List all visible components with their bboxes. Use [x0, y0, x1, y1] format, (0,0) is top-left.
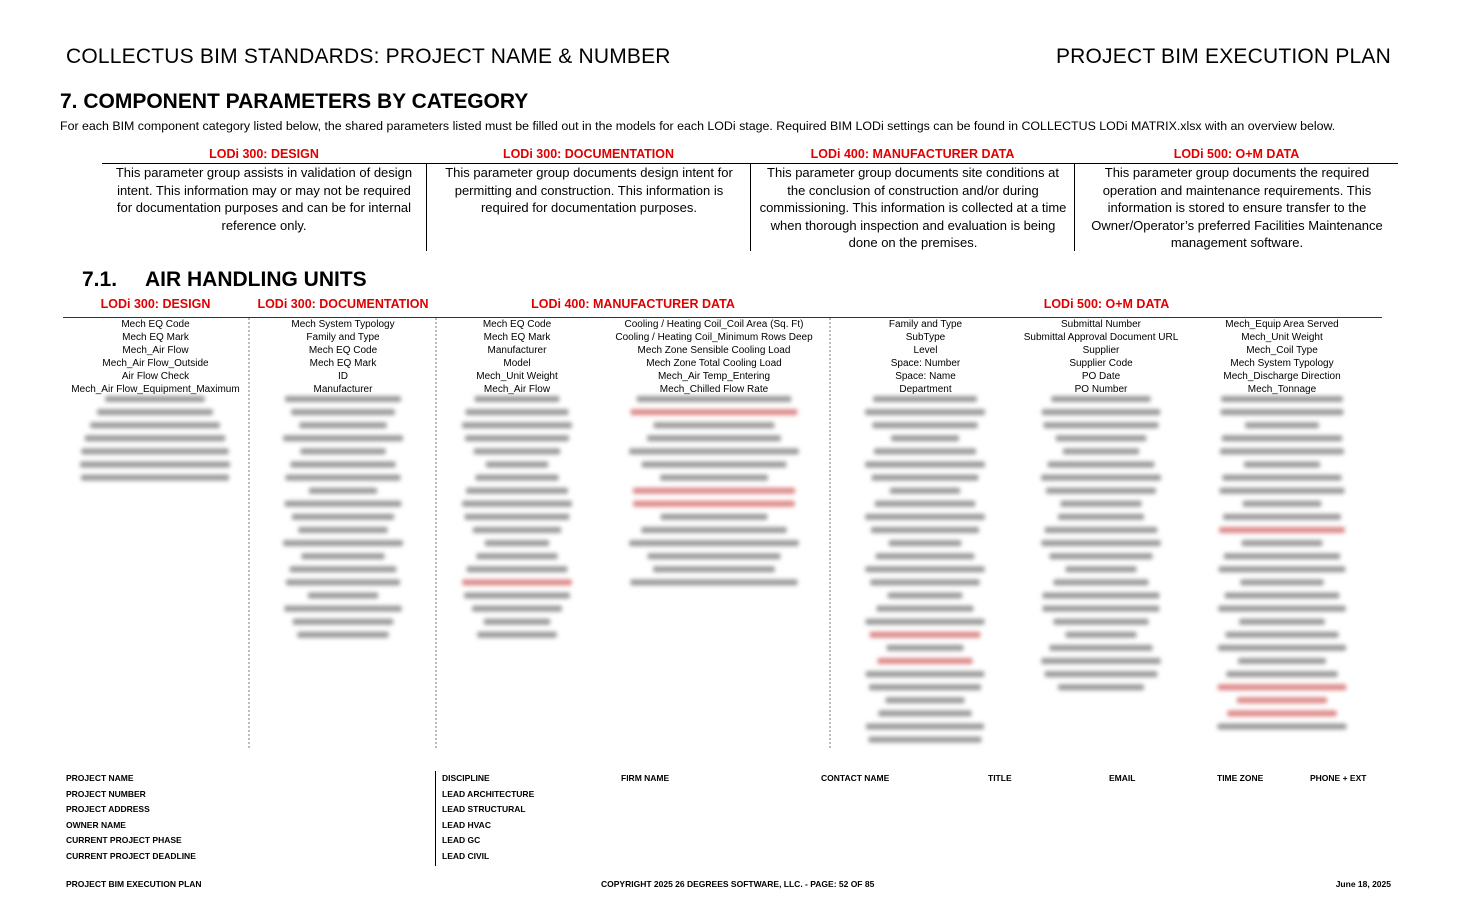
blurred-row — [80, 462, 230, 468]
footer-label: CURRENT PROJECT PHASE — [66, 835, 182, 845]
blurred-row — [90, 422, 220, 428]
blurred-row — [285, 501, 402, 507]
param-item: Family and Type — [888, 319, 963, 330]
blurred-row — [875, 501, 976, 507]
blurred-row — [1043, 422, 1158, 428]
param-item: Family and Type — [306, 332, 380, 344]
blurred-row — [285, 396, 401, 402]
param-item: Space: Name — [895, 371, 956, 383]
footer-divider — [435, 771, 436, 866]
blurred-row — [97, 409, 213, 415]
blurred-row — [462, 422, 572, 428]
blurred-row — [1237, 697, 1327, 703]
blurred-row — [298, 527, 387, 533]
blurred-row — [1227, 710, 1337, 716]
blurred-row — [1049, 553, 1152, 559]
blurred-row — [865, 462, 985, 468]
footer-doc-name: PROJECT BIM EXECUTION PLAN — [66, 879, 202, 889]
param-item: Mech_Tonnage — [1247, 384, 1317, 396]
param-item: Mech_Unit Weight — [476, 371, 558, 383]
blurred-row — [1218, 606, 1346, 612]
param-item: Manufacturer — [487, 345, 547, 357]
param-item: Model — [503, 358, 531, 370]
footer-label: PROJECT NAME — [66, 773, 134, 783]
blurred-row — [283, 540, 403, 546]
blurred-row — [1051, 396, 1150, 402]
param-item: Mech_Unit Weight — [1241, 332, 1323, 344]
blurred-row — [874, 448, 976, 454]
blurred-row — [1223, 514, 1341, 520]
blurred-row — [647, 553, 780, 559]
blurred-row — [1218, 684, 1347, 690]
footer-firm-name: FIRM NAME — [621, 773, 670, 783]
blurred-row — [1063, 448, 1139, 454]
blurred-row — [464, 593, 570, 599]
blurred-row — [475, 396, 560, 402]
blurred-row — [653, 566, 775, 572]
blurred-row — [1048, 462, 1155, 468]
param-item: Submittal Number — [1060, 319, 1142, 330]
footer-email: EMAIL — [1109, 773, 1136, 783]
blurred-row — [633, 488, 795, 494]
blurred-row — [660, 475, 768, 481]
footer-label: OWNER NAME — [66, 819, 126, 830]
blurred-row — [477, 632, 557, 638]
blurred-row — [285, 475, 400, 481]
lodi-desc-design: This parameter group assists in validation of design intent. This information may or may not be required for documentation purposes and can be for internal reference only. — [115, 165, 413, 233]
blurred-row — [1240, 579, 1323, 585]
blurred-row — [290, 462, 395, 468]
lodi-header-manufacturer: LODi 400: MANUFACTURER DATA — [810, 147, 1015, 161]
blurred-row — [466, 488, 568, 494]
blurred-row — [467, 566, 568, 572]
category-documentation: LODi 300: DOCUMENTATION — [257, 297, 429, 311]
footer-label: LEAD STRUCTURAL — [442, 804, 526, 814]
footer-project-labels — [66, 771, 196, 864]
blurred-row — [1049, 645, 1152, 651]
blurred-row — [283, 435, 403, 441]
blurred-row — [873, 396, 977, 402]
param-item: Supplier — [1082, 345, 1120, 357]
param-item: Mech System Typology — [291, 319, 395, 330]
blurred-row — [290, 566, 397, 572]
param-item: Mech_Air Flow_Outside — [102, 358, 209, 370]
blurred-row — [291, 409, 395, 415]
param-item: Mech_Air Flow_Equipment_Maximum — [71, 384, 240, 396]
blurred-row — [869, 684, 981, 690]
param-item: Department — [899, 384, 952, 396]
blurred-row — [1041, 475, 1161, 481]
param-item: Mech EQ Code — [121, 319, 190, 330]
param-item: Level — [913, 345, 938, 357]
category-manufacturer: LODi 400: MANUFACTURER DATA — [531, 297, 735, 311]
param-item: Mech_Equip Area Served — [1225, 319, 1339, 330]
blurred-row — [647, 435, 781, 441]
param-item: Space: Number — [890, 358, 961, 370]
subsection-name: AIR HANDLING UNITS — [145, 268, 367, 291]
blurred-row — [1041, 658, 1160, 664]
lodi-desc-documentation: This parameter group documents design intent for permitting and construction. This information is required for documentation purposes. — [445, 165, 733, 216]
blurred-row — [1058, 684, 1144, 690]
blurred-row — [81, 475, 229, 481]
param-item: ID — [338, 371, 348, 383]
blurred-row — [630, 579, 797, 585]
blurred-row — [1042, 606, 1159, 612]
blurred-row — [1045, 671, 1158, 677]
blurred-row — [1065, 632, 1136, 638]
header-left: COLLECTUS BIM STANDARDS: PROJECT NAME & NUMBER — [66, 45, 671, 68]
param-item: Air Flow Check — [121, 371, 190, 383]
blurred-row — [1058, 514, 1144, 520]
blurred-row — [465, 409, 568, 415]
blurred-row — [877, 658, 972, 664]
param-item: Mech_Discharge Direction — [1223, 371, 1341, 383]
param-item: Mech EQ Code — [308, 345, 378, 357]
blurred-row — [866, 671, 985, 677]
blurred-row — [876, 553, 975, 559]
blurred-row — [474, 448, 561, 454]
param-item: Mech_Air Temp_Entering — [657, 371, 771, 383]
blurred-row — [1225, 632, 1338, 638]
param-item: Supplier Code — [1069, 358, 1133, 370]
blurred-row — [475, 475, 558, 481]
footer-label: LEAD HVAC — [442, 819, 491, 830]
param-item: Mech_Air Flow — [483, 384, 551, 396]
blurred-row — [1219, 488, 1344, 494]
blurred-row — [1045, 527, 1158, 533]
blurred-row — [292, 514, 394, 520]
blurred-row — [105, 396, 205, 402]
blurred-row — [1243, 501, 1322, 507]
blurred-row — [473, 527, 561, 533]
param-item: Mech System Typology — [1230, 358, 1334, 370]
footer-label: PROJECT NUMBER — [66, 788, 146, 799]
blurred-row — [637, 396, 792, 402]
blurred-row — [297, 632, 388, 638]
blurred-row — [1220, 448, 1344, 454]
blurred-row — [284, 606, 401, 612]
lodi-header-documentation: LODi 300: DOCUMENTATION — [502, 147, 675, 161]
param-item: Mech EQ Mark — [309, 358, 377, 370]
blurred-row — [462, 501, 572, 507]
footer-contact-name: CONTACT NAME — [821, 773, 890, 783]
blurred-row — [1239, 619, 1325, 625]
footer-label: CURRENT PROJECT DEADLINE — [66, 850, 196, 861]
blurred-row — [1218, 645, 1346, 651]
blurred-row — [1242, 540, 1323, 546]
blurred-row — [1056, 435, 1147, 441]
blurred-row — [871, 527, 979, 533]
blurred-row — [1219, 527, 1345, 533]
section-title: 7. COMPONENT PARAMETERS BY CATEGORY — [60, 90, 529, 113]
blurred-row — [661, 514, 768, 520]
param-item: Manufacturer — [313, 384, 373, 396]
blurred-row — [1224, 553, 1340, 559]
blurred-row — [872, 475, 979, 481]
blurred-row — [484, 619, 551, 625]
footer-label: DISCIPLINE — [442, 773, 490, 783]
section-intro: For each BIM component category listed below, the shared parameters listed must be filled out in the models for each LODi stage. Required BIM LODi settings can be found in COLLECTUS LODi MATRIX.xlsx with an overview below. — [60, 119, 1336, 133]
blurred-row — [629, 540, 799, 546]
blurred-row — [1225, 593, 1340, 599]
blurred-row — [1053, 619, 1148, 625]
footer-discipline-labels — [442, 771, 534, 864]
param-item: Mech Zone Sensible Cooling Load — [637, 345, 791, 357]
param-item: PO Number — [1074, 384, 1128, 396]
footer-date: June 18, 2025 — [1335, 879, 1391, 889]
footer-copyright: COPYRIGHT 2025 26 DEGREES SOFTWARE, LLC. - PAGE: 52 OF 85 — [601, 879, 875, 889]
blurred-row — [866, 724, 984, 730]
blurred-row — [462, 579, 572, 585]
blurred-row — [641, 527, 787, 533]
blurred-row — [293, 619, 394, 625]
blurred-row — [654, 422, 775, 428]
blurred-row — [1219, 566, 1346, 572]
footer-time-zone: TIME ZONE — [1217, 773, 1264, 783]
blurred-row — [476, 553, 557, 559]
blurred-row — [309, 488, 377, 494]
param-item: Mech_Air Flow — [122, 345, 189, 357]
blurred-row — [865, 514, 985, 520]
lodi-header-design: LODi 300: DESIGN — [209, 147, 319, 161]
blurred-row — [885, 697, 964, 703]
footer-label: PROJECT ADDRESS — [66, 804, 150, 814]
blurred-row — [300, 448, 385, 454]
blurred-row — [629, 448, 799, 454]
subsection-number: 7.1. — [82, 268, 118, 291]
blurred-row — [1046, 488, 1156, 494]
param-item: Submittal Approval Document URL — [1023, 332, 1179, 344]
footer-title: TITLE — [988, 773, 1012, 783]
blurred-row — [891, 435, 959, 441]
blurred-row — [868, 737, 981, 743]
param-item: Mech Zone Total Cooling Load — [646, 358, 782, 370]
blurred-row — [301, 553, 384, 559]
footer-label: LEAD ARCHITECTURE — [442, 788, 535, 799]
footer-phone: PHONE + EXT — [1310, 773, 1367, 783]
blurred-row — [486, 462, 549, 468]
blurred-row — [872, 422, 977, 428]
blurred-row — [870, 579, 980, 585]
blurred-row — [1244, 462, 1320, 468]
blurred-row — [1217, 724, 1346, 730]
blurred-row — [1042, 409, 1160, 415]
blurred-row — [1041, 540, 1160, 546]
lodi-desc-manufacturer: This parameter group documents site conditions at the conclusion of construction and/or during commissioning. This information is collected at a time when thorough inspection and evaluation is being done on the premises. — [759, 165, 1067, 251]
blurred-row — [1221, 396, 1343, 402]
blurred-row — [642, 462, 787, 468]
blurred-row — [865, 409, 985, 415]
param-item: Cooling / Heating Coil_Coil Area (Sq. Ft) — [624, 319, 804, 330]
blurred-row — [876, 606, 973, 612]
blurred-row — [308, 593, 378, 599]
blurred-row — [633, 501, 795, 507]
param-item: PO Date — [1081, 371, 1121, 383]
param-item: Cooling / Heating Coil_Minimum Rows Deep — [615, 332, 813, 344]
blurred-row — [81, 448, 228, 454]
blurred-row — [630, 409, 797, 415]
blurred-row — [286, 579, 400, 585]
blurred-row — [865, 619, 984, 625]
footer-label: LEAD CIVIL — [442, 850, 490, 861]
blurred-row — [1221, 409, 1344, 415]
param-item: Mech_Chilled Flow Rate — [659, 384, 769, 396]
header-right: PROJECT BIM EXECUTION PLAN — [1055, 45, 1391, 68]
blurred-row — [890, 488, 960, 494]
blurred-row — [1226, 671, 1337, 677]
blurred-row — [85, 435, 225, 441]
blurred-row — [870, 632, 981, 638]
blurred-row — [465, 514, 570, 520]
param-item: Mech EQ Mark — [483, 332, 551, 344]
blurred-row — [888, 593, 963, 599]
blurred-row — [485, 540, 550, 546]
blurred-row — [465, 435, 569, 441]
category-design: LODi 300: DESIGN — [100, 297, 211, 311]
footer-label: LEAD GC — [442, 835, 481, 845]
blurred-row — [299, 422, 386, 428]
param-item: Mech EQ Mark — [122, 332, 189, 344]
blurred-row — [1222, 475, 1341, 481]
blurred-row — [887, 645, 964, 651]
lodi-desc-om: This parameter group documents the required operation and maintenance requirements. This information is stored to ensure transfer to the Owner/Operator’s preferred Facilities Maintenance management software. — [1091, 165, 1383, 251]
blurred-row — [1065, 566, 1136, 572]
param-item: Mech EQ Code — [482, 319, 552, 330]
param-item: SubType — [905, 332, 946, 344]
blurred-row — [1053, 579, 1148, 585]
blurred-row — [1245, 422, 1319, 428]
blurred-row — [472, 606, 562, 612]
blurred-row — [1060, 501, 1141, 507]
blurred-row — [865, 566, 984, 572]
category-om: LODi 500: O+M DATA — [1043, 297, 1170, 311]
lodi-header-om: LODi 500: O+M DATA — [1173, 147, 1300, 161]
blurred-row — [889, 540, 962, 546]
blurred-row — [1042, 593, 1159, 599]
blurred-row — [1222, 435, 1343, 441]
blurred-row — [1238, 658, 1326, 664]
blurred-row — [878, 710, 971, 716]
param-item: Mech_Coil Type — [1246, 345, 1318, 357]
